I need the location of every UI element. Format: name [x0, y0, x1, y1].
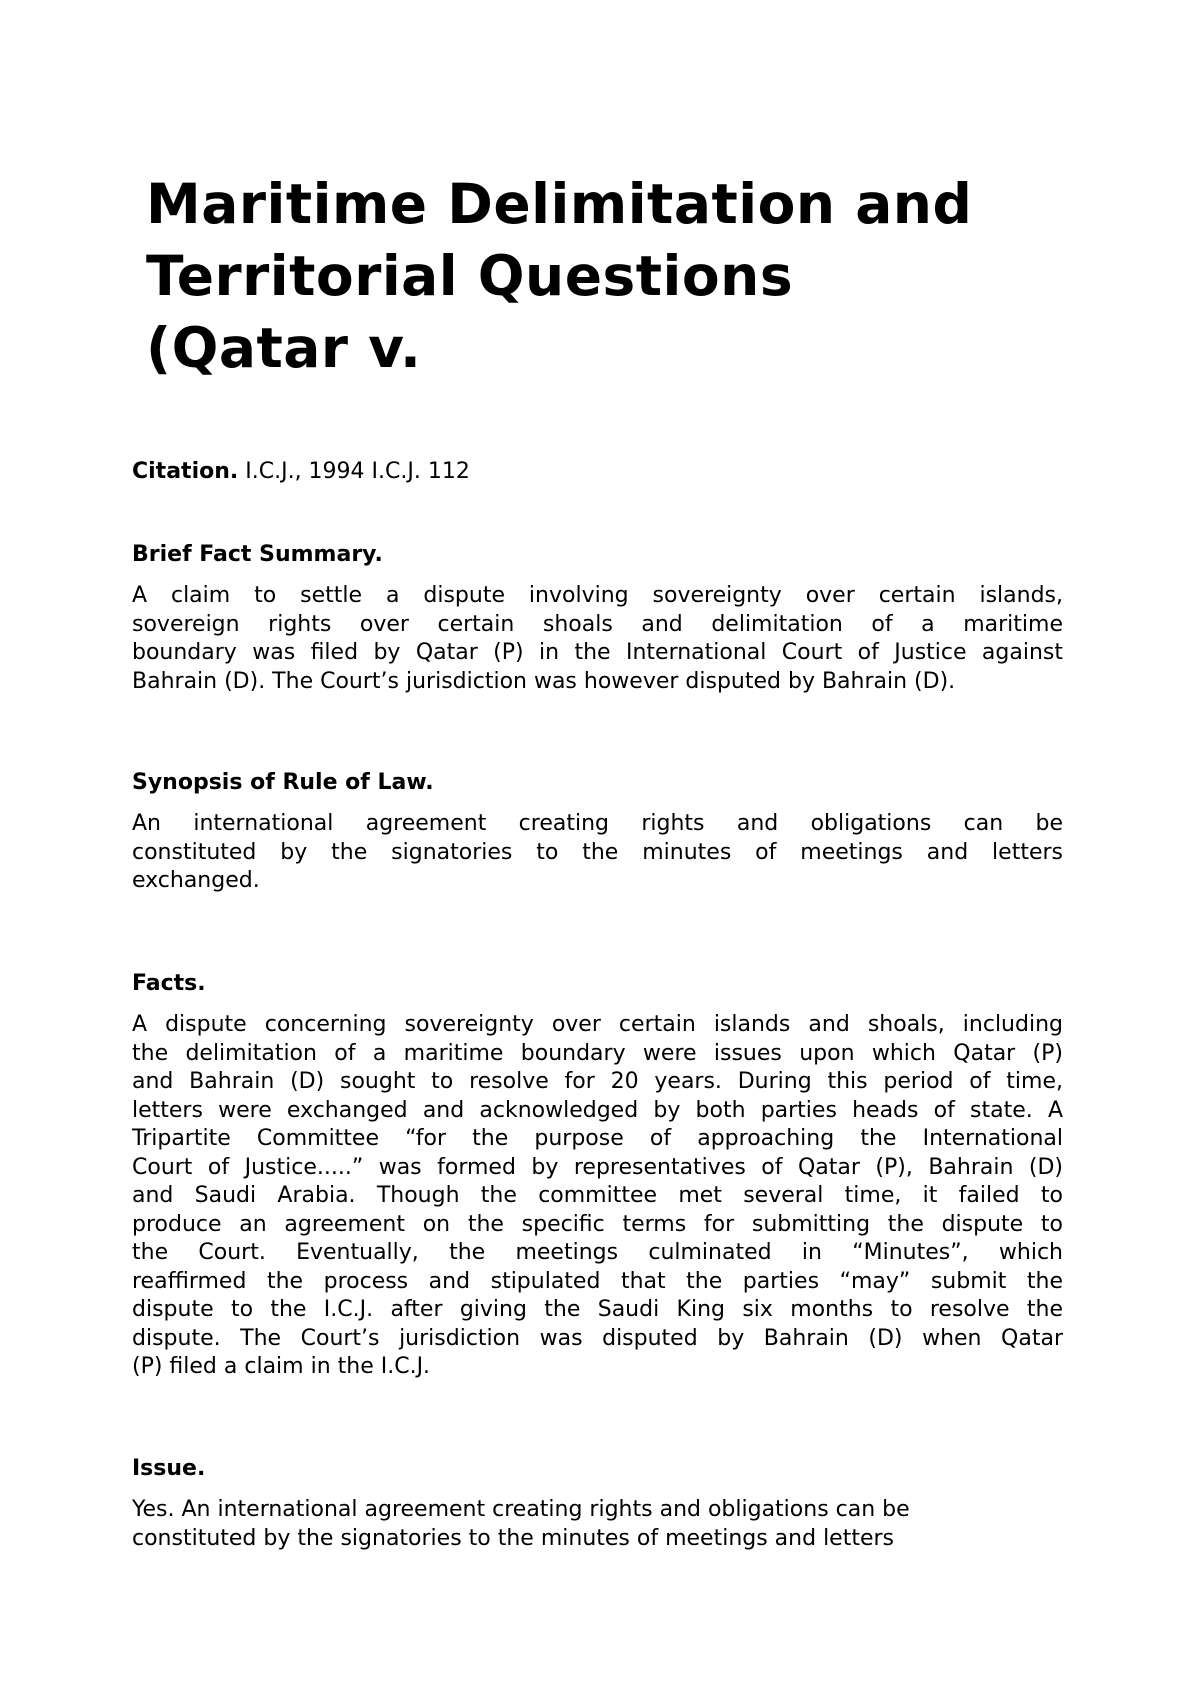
paragraph-line: sovereign rights over certain shoals and delimitation of a maritime [132, 611, 1063, 637]
brief-fact-summary-paragraph [132, 582, 1063, 696]
paragraph-line: constituted by the signatories to the minutes of meetings and letters [132, 1525, 895, 1551]
issue-heading: Issue. [132, 1456, 206, 1481]
facts-paragraph [132, 1011, 1063, 1382]
synopsis-heading: Synopsis of Rule of Law. [132, 770, 434, 795]
paragraph-line: letters were exchanged and acknowledged by both parties heads of state. A [132, 1097, 1063, 1123]
citation-text: I.C.J., 1994 I.C.J. 112 [245, 459, 470, 484]
paragraph-line: An international agreement creating rights and obligations can be [132, 811, 1063, 836]
paragraph-line: A claim to settle a dispute involving sovereignty over certain islands, [132, 583, 1063, 608]
paragraph-line: A dispute concerning sovereignty over certain islands and shoals, including [132, 1012, 1063, 1037]
facts-heading: Facts. [132, 971, 206, 996]
synopsis-section [132, 769, 1063, 896]
brief-fact-summary-section [132, 541, 1063, 696]
title-line: Maritime Delimitation and [146, 172, 973, 236]
paragraph-line: Bahrain (D). The Court’s jurisdiction was however disputed by Bahrain (D). [132, 668, 956, 694]
paragraph-line: dispute to the I.C.J. after giving the Saudi King six months to resolve the [132, 1297, 1063, 1322]
paragraph-line: (P) filed a claim in the I.C.J. [132, 1354, 431, 1379]
title-line: (Qatar v. [146, 316, 422, 380]
paragraph-line: produce an agreement on the specific terms for submitting the dispute to [132, 1211, 1063, 1237]
paragraph-line: and Saudi Arabia. Though the committee met several time, it failed to [132, 1183, 1063, 1208]
paragraph-line: the delimitation of a maritime boundary were issues upon which Qatar (P) [132, 1040, 1063, 1066]
brief-fact-summary-heading: Brief Fact Summary. [132, 542, 383, 567]
paragraph-line: boundary was filed by Qatar (P) in the International Court of Justice against [132, 640, 1063, 665]
paragraph-line: the Court. Eventually, the meetings culminated in “Minutes”, which [132, 1240, 1063, 1265]
synopsis-paragraph [132, 810, 1063, 896]
document-title [146, 168, 1086, 384]
citation-section [132, 458, 1063, 487]
paragraph-line: reaffirmed the process and stipulated that the parties “may” submit the [132, 1268, 1063, 1294]
paragraph-line: and Bahrain (D) sought to resolve for 20 years. During this period of time, [132, 1069, 1063, 1094]
paragraph-line: Court of Justice.....” was formed by representatives of Qatar (P), Bahrain (D) [132, 1154, 1063, 1180]
citation-label: Citation. [132, 459, 239, 484]
paragraph-line: constituted by the signatories to the minutes of meetings and letters [132, 839, 1063, 865]
facts-section [132, 970, 1063, 1382]
paragraph-line: Tripartite Committee “for the purpose of approaching the International [132, 1126, 1063, 1151]
paragraph-line: dispute. The Court’s jurisdiction was disputed by Bahrain (D) when Qatar [132, 1325, 1063, 1351]
issue-section [132, 1455, 1063, 1553]
issue-paragraph [132, 1496, 1063, 1553]
paragraph-line: Yes. An international agreement creating rights and obligations can be [132, 1497, 910, 1522]
title-line: Territorial Questions [146, 244, 794, 308]
paragraph-line: exchanged. [132, 868, 260, 893]
